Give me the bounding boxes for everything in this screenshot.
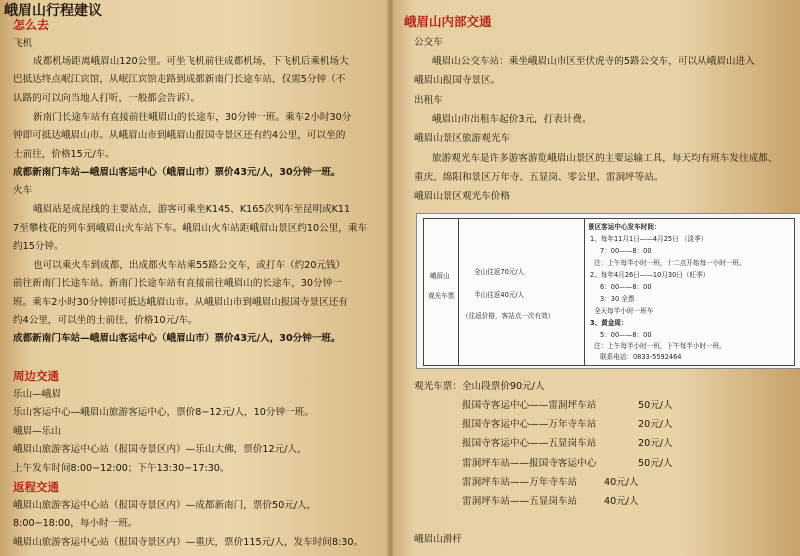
table-cell: 6：00——8：00 (600, 283, 652, 291)
route-name: 报国寺客运中心——五显岗车站 (462, 438, 597, 449)
plane-line: 巴抵达终点岷江宾馆，从岷江宾馆走路到成都新南门长途车站，仅需5分钟（不 (13, 74, 346, 85)
plane-line: 士前往，价格15元/车。 (13, 149, 115, 160)
tour-bus-heading: 峨眉山景区旅游观光车 (414, 133, 510, 144)
page-fold (386, 0, 394, 556)
route-price: 20元/人 (638, 419, 673, 430)
table-frame (423, 218, 795, 366)
plane-heading: 飞机 (13, 38, 33, 49)
section-nearby-transport: 周边交通 (13, 369, 59, 383)
taxi-heading: 出租车 (414, 95, 443, 106)
return-route: 峨眉山旅游客运中心站（报国寺景区内）—成都新南门，票价50元/人， (13, 500, 317, 511)
route-price: 50元/人 (638, 458, 673, 469)
ticket-price: 观光车票：全山段票价90元/人 (414, 381, 545, 392)
train-line: 前往新南门长途车站。新南门长途车站有直接前往峨眉山的长途车，30分钟一 (13, 278, 342, 289)
table-cell: 联系电话：0833-5592464 (600, 353, 682, 361)
table-cell: 全天每半小时一班车 (594, 307, 654, 315)
train-line: 约15分钟。 (13, 241, 64, 252)
tour-price-heading: 峨眉山景区观光车价格 (414, 191, 510, 202)
leshan-route: 乐山客运中心—峨眉山旅游客运中心，票价8−12元/人，10分钟一班。 (13, 407, 314, 418)
plane-line: 新南门长途车站有直接前往峨眉山的长途车，30分钟一班。乘车2小时30分 (33, 112, 352, 123)
table-cell: 观光车票 (428, 292, 455, 300)
table-cell: 2、每年4月26日——10月30日（旺季） (590, 271, 710, 279)
tour-bus-line: 旅游观光车是许多游客游览峨眉山景区的主要运输工具，每天均有班车发往成都、 (432, 153, 778, 164)
table-cell: 全山往返70元/人 (474, 268, 525, 276)
table-divider (458, 219, 459, 365)
internal-transport-title: 峨眉山内部交通 (404, 14, 492, 29)
bus-line: 峨眉山公交车站：乘坐峨眉山市区至伏虎寺的5路公交车，可以从峨眉山进入 (432, 56, 755, 67)
train-line: 约4公里，可以坐的士前往，价格10元/车。 (13, 315, 198, 326)
route-name: 雷洞坪车站——五显岗车站 (462, 496, 578, 507)
route-price: 20元/人 (638, 438, 673, 449)
plane-line: 钟即可抵达峨眉山市。从峨眉山市到峨眉山报国寺景区还有约4公里，可以坐的 (13, 130, 346, 141)
table-cell: 峨眉山 (430, 272, 450, 280)
table-cell: 注：上午每半小时一班，十二点开始每一小时一班。 (594, 259, 746, 267)
section-return-transport: 返程交通 (13, 480, 59, 494)
taxi-fare: 峨眉山市出租车起价3元，打表计费。 (432, 114, 592, 125)
table-cell: 1、每年11月1日——4月25日 （淡季） (590, 235, 708, 243)
page-title: 峨眉山行程建议 (4, 3, 102, 19)
table-cell: 景区客运中心发车时间： (588, 223, 661, 231)
plane-line: 认路的可以向当地人打听，一般都会告诉）。 (13, 93, 201, 104)
route-price: 40元/人 (604, 496, 639, 507)
tour-bus-price-table (416, 213, 800, 369)
section-how-to-go: 怎么去 (13, 18, 50, 32)
table-cell: （往返价格，客站点一次有效） (462, 312, 555, 320)
route-name: 报国寺客运中心——雷洞坪车站 (462, 400, 597, 411)
train-line: 7至攀枝花的列车到峨眉山火车站下车。峨眉山火车站距峨眉山景区约10公里，乘车 (13, 223, 368, 234)
table-cell: 半山往返40元/人 (474, 291, 525, 299)
train-line: 班。乘车2小时30分钟即可抵达峨眉山市。从峨眉山市到峨眉山报国寺景区还有 (13, 297, 348, 308)
emei-route: 峨眉山旅游客运中心站（报国寺景区内）—乐山大佛，票价12元/人， (13, 444, 307, 455)
emei-heading: 峨眉—乐山 (13, 426, 61, 437)
route-price: 40元/人 (604, 477, 639, 488)
table-cell: 7：00——8：00 (600, 247, 652, 255)
table-cell: 3、黄金周： (590, 319, 628, 327)
train-fare: 成都新南门车站—峨眉山客运中心（峨眉山市）票价43元/人，30分钟一班。 (13, 333, 341, 344)
plane-line: 成都机场距离峨眉山120公里。可坐飞机前往成都机场，下飞机后乘机场大 (33, 56, 349, 67)
train-line: 峨眉站是成昆线的主要站点，游客可乘坐K145、K165次列车至昆明或K11 (33, 204, 351, 215)
table-divider (584, 219, 585, 365)
table-cell: 注：上午每半小时一班，下午每半小时一班。 (594, 342, 726, 350)
bus-heading: 公交车 (414, 37, 443, 48)
emei-schedule: 上午发车时间8:00−12:00；下午13:30−17:30。 (13, 463, 230, 474)
table-cell: 5：00——8：00 (600, 331, 652, 339)
table-cell: 3：30 全票 (600, 295, 635, 303)
route-name: 雷洞坪车站——万年寺车站 (462, 477, 578, 488)
leshan-heading: 乐山—峨眉 (13, 389, 61, 400)
return-schedule: 8:00−18:00，每小时一班。 (13, 518, 138, 529)
plane-fare: 成都新南门车站—峨眉山客运中心（峨眉山市）票价43元/人，30分钟一班。 (13, 167, 341, 178)
train-heading: 火车 (13, 185, 33, 196)
tour-bus-line: 重庆、绵阳和景区万年寺、五显岗、零公里、雷洞坪等站。 (414, 172, 664, 183)
train-line: 也可以乘火车到成都，出成都火车站乘55路公交车，或打车（约20元钱） (33, 260, 346, 271)
route-price: 50元/人 (638, 400, 673, 411)
return-route: 峨眉山旅游客运中心站（报国寺景区内）—重庆，票价115元/人，发车时间8:30。 (13, 537, 364, 548)
slide-car-heading: 峨眉山滑杆 (414, 534, 462, 545)
bus-line: 峨眉山报国寺景区。 (414, 75, 501, 86)
route-name: 雷洞坪车站——报国寺客运中心 (462, 458, 597, 469)
route-name: 报国寺客运中心——万年寺车站 (462, 419, 597, 430)
